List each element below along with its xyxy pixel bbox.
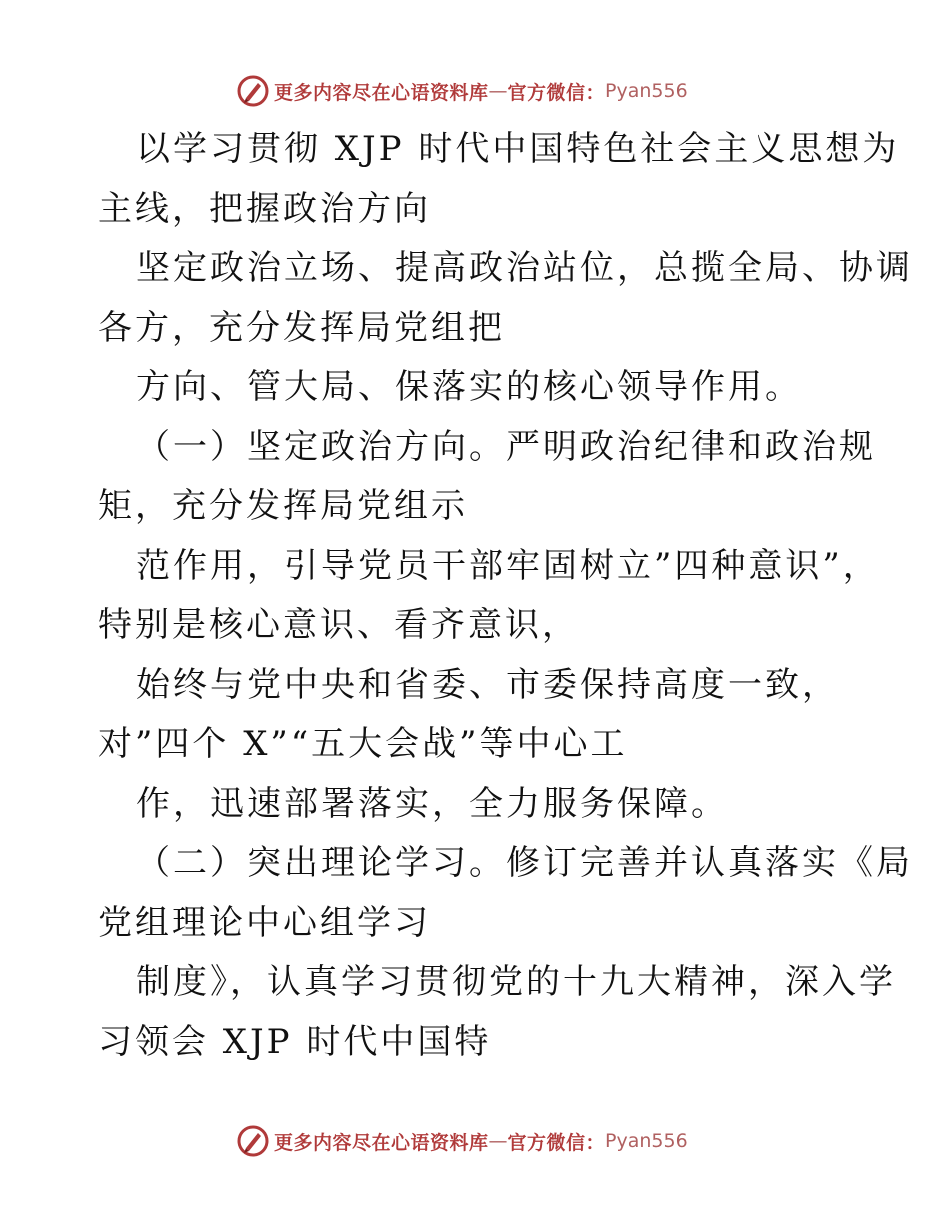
text-line: 矩，充分发挥局党组示 — [98, 486, 468, 526]
text-line: 作，迅速部署落实，全力服务保障。 — [136, 783, 728, 824]
watermark-title: 更多内容尽在心语资料库 — [274, 1131, 489, 1154]
text-line: 主线，把握政治方向 — [98, 188, 431, 229]
text-line: 制度》，认真学习贯彻党的十九大精神，深入学 — [136, 962, 896, 1002]
text-line: 始终与党中央和省委、市委保持高度一致， — [136, 664, 839, 705]
document-body — [98, 120, 913, 1072]
watermark-wechat-id: Pyan556 — [605, 1130, 688, 1152]
text-line: 党组理论中心组学习 — [98, 902, 431, 943]
watermark-dash: — — [488, 80, 508, 102]
text-line: 习领会 XJP 时代中国特 — [98, 1021, 492, 1062]
text-line: 范作用，引导党员干部牢固树立”四种意识”， — [136, 545, 880, 586]
text-line: 坚定政治立场、提高政治站位，总揽全局、协调 — [136, 248, 913, 288]
pen-logo-icon — [236, 74, 270, 108]
watermark-wechat-label: 官方微信： — [507, 81, 606, 104]
watermark-dash: — — [488, 1130, 508, 1152]
text-line: 对”四个 X”“五大会战”等中心工 — [98, 724, 628, 764]
text-line: （二）突出理论学习。修订完善并认真落实《局 — [136, 843, 913, 883]
watermark-wechat-label: 官方微信： — [507, 1131, 606, 1154]
header-watermark — [236, 71, 688, 111]
watermark-wechat-id: Pyan556 — [605, 80, 688, 102]
text-line: 以学习贯彻 XJP 时代中国特色社会主义思想为 — [136, 129, 900, 169]
text-line: 各方，充分发挥局党组把 — [98, 307, 505, 348]
footer-watermark — [236, 1121, 688, 1161]
text-line: 方向、管大局、保落实的核心领导作用。 — [136, 367, 802, 407]
text-line: 特别是核心意识、看齐意识， — [98, 605, 579, 645]
text-line: （一）坚定政治方向。严明政治纪律和政治规 — [136, 426, 876, 467]
pen-logo-icon — [236, 1124, 270, 1158]
watermark-title: 更多内容尽在心语资料库 — [274, 81, 489, 104]
